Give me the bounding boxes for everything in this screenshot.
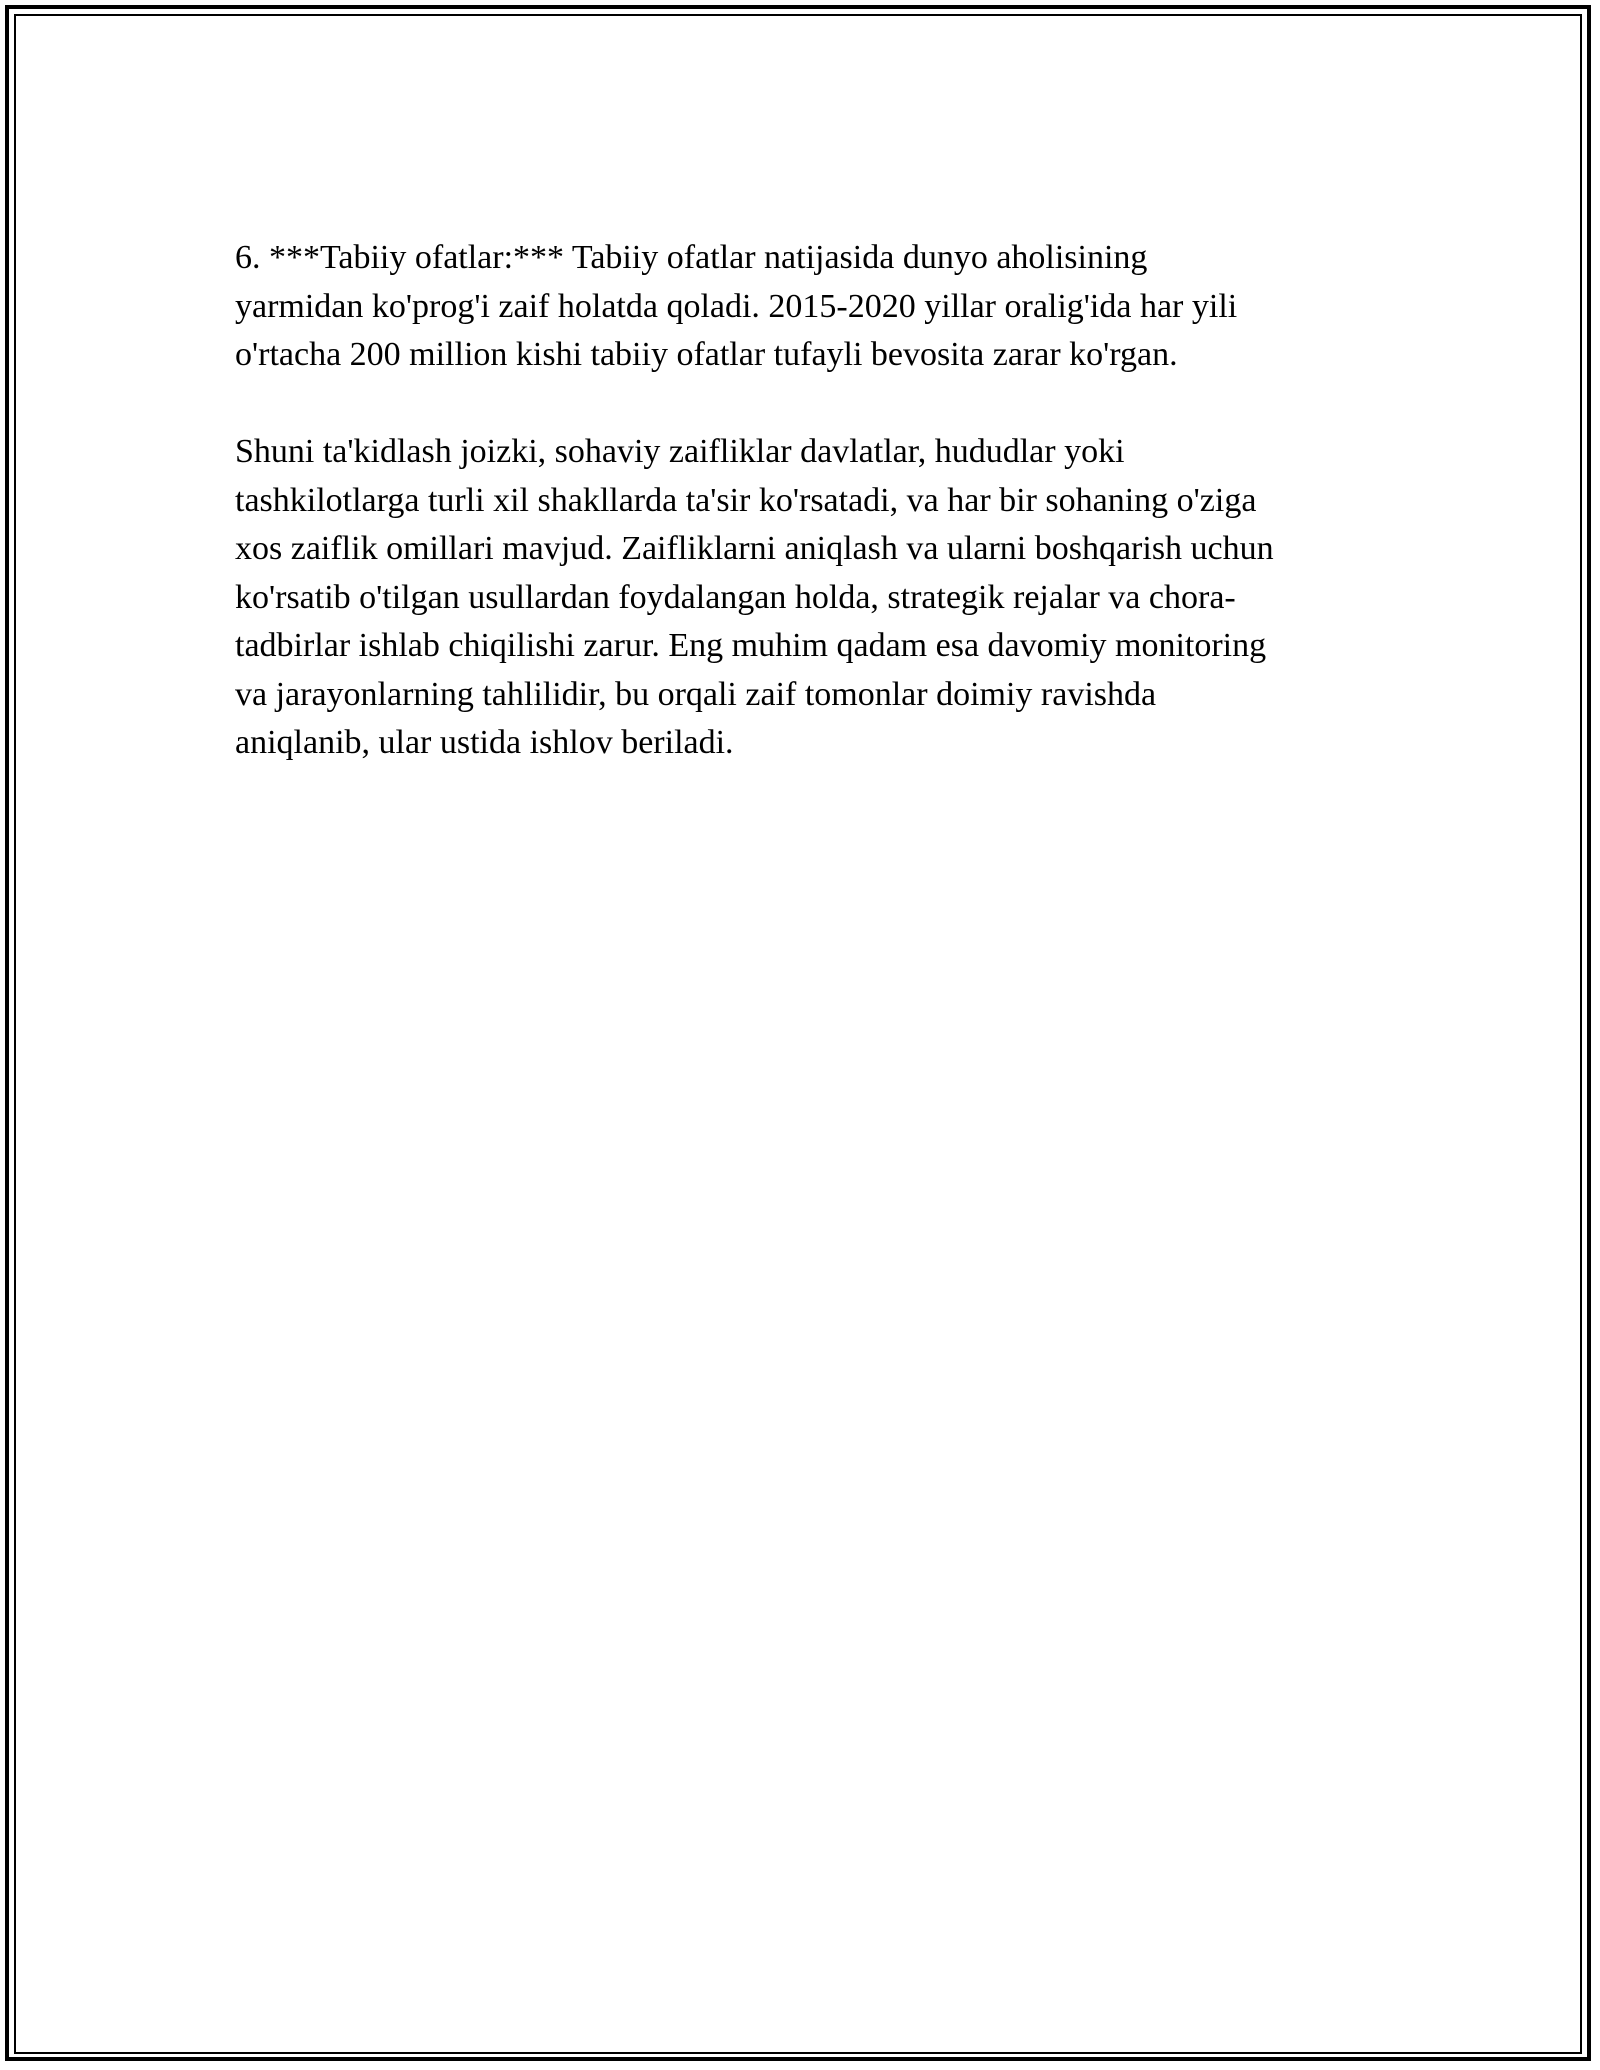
document-body [235, 234, 1365, 768]
text-line: xos zaiflik omillari mavjud. Zaifliklarni aniqlash va ularni boshqarish uchun [235, 530, 1274, 567]
text-line: yarmidan ko'prog'i zaif holatda qoladi. 2015-2020 yillar oralig'ida har yili [235, 287, 1238, 325]
text-line: va jarayonlarning tahlilidir, bu orqali zaif tomonlar doimiy ravishda [235, 675, 1157, 713]
text-line: 6. ***Tabiiy ofatlar:*** Tabiiy ofatlar natijasida dunyo aholisining [235, 239, 1148, 276]
text-line: aniqlanib, ular ustida ishlov beriladi. [235, 724, 734, 761]
text-line: o'rtacha 200 million kishi tabiiy ofatlar tufayli bevosita zarar ko'rgan. [235, 336, 1178, 373]
text-line: tadbirlar ishlab chiqilishi zarur. Eng muhim qadam esa davomiy monitoring [235, 627, 1267, 664]
text-line: tashkilotlarga turli xil shakllarda ta'sir ko'rsatadi, va har bir sohaning o'ziga [235, 481, 1257, 519]
paragraph-natural-disasters [235, 234, 1365, 380]
text-line: ko'rsatib o'tilgan usullardan foydalangan holda, strategik rejalar va chora- [235, 578, 1236, 616]
paragraph-conclusion [235, 428, 1365, 768]
paragraph-spacer [235, 380, 1365, 429]
text-line: Shuni ta'kidlash joizki, sohaviy zaifliklar davlatlar, hududlar yoki [235, 433, 1125, 470]
